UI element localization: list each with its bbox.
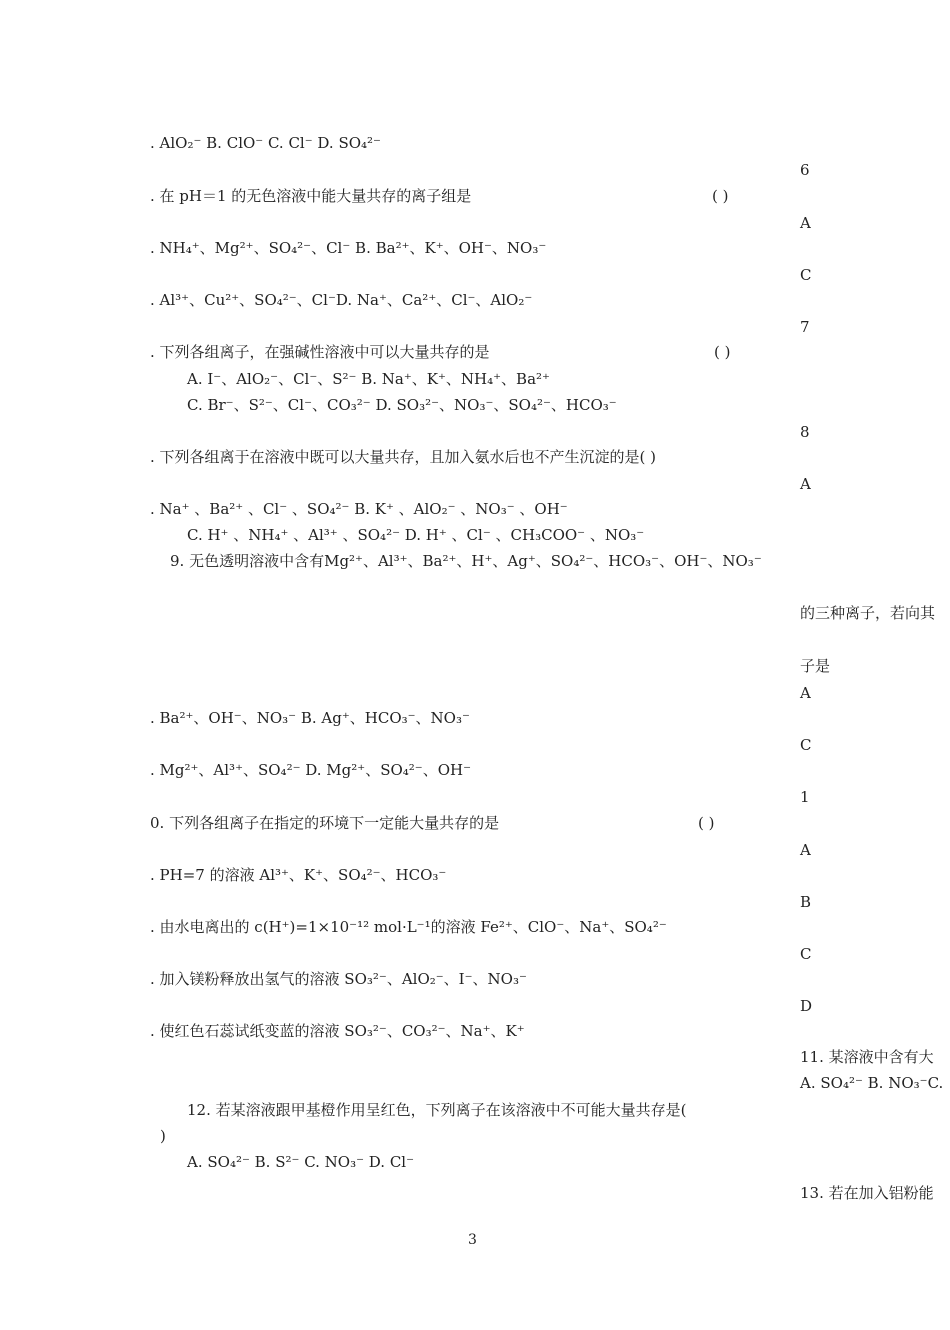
right-label: A (800, 475, 811, 493)
right-label: D (800, 997, 813, 1015)
option-line: . Mg²⁺、Al³⁺、SO₄²⁻ D. Mg²⁺、SO₄²⁻、OH⁻ (150, 761, 472, 779)
option-line: A. SO₄²⁻ B. S²⁻ C. NO₃⁻ D. Cl⁻ (187, 1153, 415, 1171)
right-label: A (800, 841, 811, 859)
option-line: C. Br⁻、S²⁻、Cl⁻、CO₃²⁻ D. SO₃²⁻、NO₃⁻、SO₄²⁻、HCO₃⁻ (187, 396, 617, 414)
right-label: 7 (800, 318, 810, 336)
question-line: . 下列各组离子，在强碱性溶液中可以大量共存的是 (150, 343, 490, 361)
option-line: A. I⁻、AlO₂⁻、Cl⁻、S²⁻ B. Na⁺、K⁺、NH₄⁺、Ba²⁺ (187, 370, 550, 388)
right-label: 1 (800, 788, 810, 806)
question-line: . 在 pH＝1 的无色溶液中能大量共存的离子组是 (150, 187, 472, 205)
text-line: . AlO₂⁻ B. ClO⁻ C. Cl⁻ D. SO₄²⁻ (150, 134, 381, 152)
answer-bracket: ( ) (714, 343, 731, 361)
right-label: 11. 某溶液中含有大 (800, 1048, 934, 1066)
question-line: 0. 下列各组离子在指定的环境下一定能大量共存的是 (150, 814, 500, 832)
right-label: C (800, 945, 812, 963)
right-label: 8 (800, 423, 810, 441)
right-label: A (800, 684, 811, 702)
right-label: A. SO₄²⁻ B. NO₃⁻C. (800, 1074, 944, 1092)
option-line: . Na⁺ 、Ba²⁺ 、Cl⁻ 、SO₄²⁻ B. K⁺ 、AlO₂⁻ 、NO₃⁻ 、OH⁻ (150, 500, 568, 518)
question-line: 9. 无色透明溶液中含有Mg²⁺、Al³⁺、Ba²⁺、H⁺、Ag⁺、SO₄²⁻、HCO₃⁻、OH⁻、NO₃⁻ (170, 552, 762, 570)
right-label: C (800, 736, 812, 754)
answer-bracket: ( ) (712, 187, 729, 205)
right-label: B (800, 893, 812, 911)
option-line: . 使红色石蕊试纸变蓝的溶液 SO₃²⁻、CO₃²⁻、Na⁺、K⁺ (150, 1022, 525, 1040)
option-line: . 由水电离出的 c(H⁺)=1×10⁻¹² mol·L⁻¹的溶液 Fe²⁺、ClO⁻、Na⁺、SO₄²⁻ (150, 918, 667, 936)
option-line: . 加入镁粉释放出氢气的溶液 SO₃²⁻、AlO₂⁻、I⁻、NO₃⁻ (150, 970, 527, 988)
right-label: 子是 (800, 657, 831, 675)
right-label: C (800, 266, 812, 284)
option-line: . PH=7 的溶液 Al³⁺、K⁺、SO₄²⁻、HCO₃⁻ (150, 866, 447, 884)
right-label: 的三种离子，若向其 (800, 604, 936, 622)
option-line: . NH₄⁺、Mg²⁺、SO₄²⁻、Cl⁻ B. Ba²⁺、K⁺、OH⁻、NO₃⁻ (150, 239, 547, 257)
question-line: 12. 若某溶液跟甲基橙作用呈红色，下列离子在该溶液中不可能大量共存是( (187, 1101, 687, 1119)
option-line: . Ba²⁺、OH⁻、NO₃⁻ B. Ag⁺、HCO₃⁻、NO₃⁻ (150, 709, 470, 727)
right-label: A (800, 214, 811, 232)
answer-bracket: ( ) (698, 814, 715, 832)
page-number: 3 (468, 1232, 477, 1248)
question-line: . 下列各组离于在溶液中既可以大量共存，且加入氨水后也不产生沉淀的是( ) (150, 448, 657, 466)
option-line: . Al³⁺、Cu²⁺、SO₄²⁻、Cl⁻D. Na⁺、Ca²⁺、Cl⁻、AlO₂⁻ (150, 291, 533, 309)
right-label: 6 (800, 161, 810, 179)
right-label: 13. 若在加入铝粉能 (800, 1184, 934, 1202)
text-line: ) (160, 1127, 166, 1145)
option-line: C. H⁺ 、NH₄⁺ 、Al³⁺ 、SO₄²⁻ D. H⁺ 、Cl⁻ 、CH₃COO⁻ 、NO₃⁻ (187, 526, 645, 544)
